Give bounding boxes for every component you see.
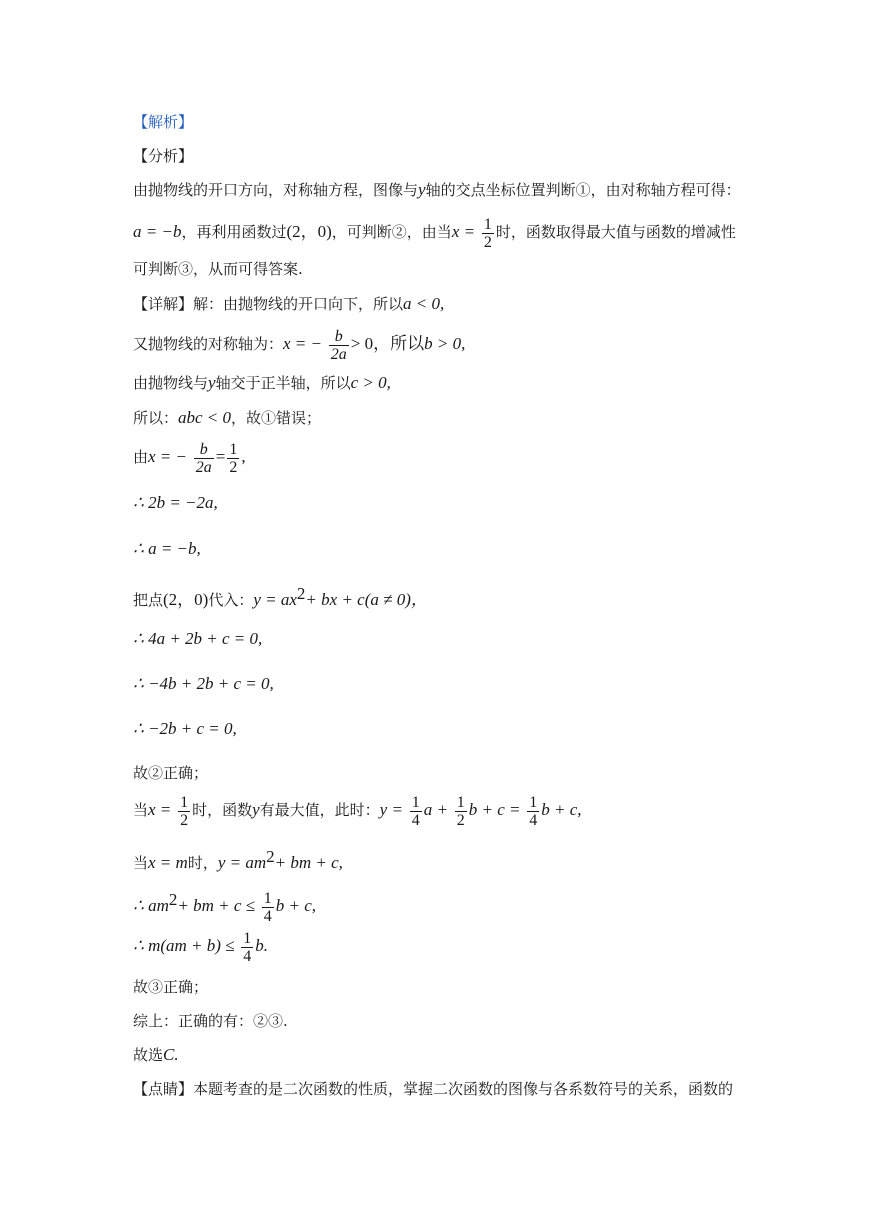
detail-line-19: 故选C. <box>133 1045 179 1064</box>
detail-line-18: 综上：正确的有：②③. <box>133 1012 288 1030</box>
detail-line-10: ∴ −4b + 2b + c = 0, <box>133 674 274 693</box>
detail-line-7: ∴ a = −b, <box>133 539 201 558</box>
detail-line-1: 【详解】解：由抛物线的开口向下，所以a < 0, <box>133 294 445 313</box>
detail-line-8: 把点(2，0)代入：$y = ax^2+$ bx + c(a ≠ 0)， <box>133 584 428 609</box>
detail-line-5: 由x = − $\frac{b}{2a}$ = $\frac{1}{2}$ , <box>133 440 246 476</box>
analysis-line-1: 由抛物线的开口方向，对称轴方程，图像与y轴的交点坐标位置判断①，由对称轴方程可得： <box>133 180 741 199</box>
fraction-one-quarter: $\frac{1}{4}$ <box>263 889 272 925</box>
detail-line-16: ∴ m(am + b) ≤ $\frac{1}{4}$ b. <box>133 929 269 965</box>
heading-jiexi: 【解析】 <box>133 113 194 131</box>
fraction-one-quarter: $\frac{1}{4}$ <box>411 793 420 829</box>
detail-line-13: 当x = $\frac{1}{2}$ 时，函数y有最大值，此时：y = $\frac{1}{4}$ a + $\frac{1}{2}$ b + c = $\frac{1}{4}$ b + c, <box>133 793 582 829</box>
heading-fenxi: 【分析】 <box>133 147 194 165</box>
analysis-line-2: a = −b，再利用函数过(2，0)，可判断②，由当x = $\frac{1}{2}$ 时，函数取得最大值与函数的增减性 <box>133 215 736 251</box>
analysis-line-3: 可判断③，从而可得答案. <box>133 260 303 278</box>
detail-line-6: ∴ 2b = −2a, <box>133 493 218 512</box>
fraction-b-over-2a: $\frac{b}{2a}$ <box>195 440 212 476</box>
detail-line-9: ∴ 4a + 2b + c = 0, <box>133 629 263 648</box>
detail-line-14: 当x = m时，$y = am^2+$ bm + c, <box>133 847 343 872</box>
detail-line-17: 故③正确； <box>133 978 209 996</box>
detail-line-15: ∴ $am^2+$ bm + c ≤ $\frac{1}{4}$ b + c, <box>133 889 317 925</box>
detail-line-4: 所以：abc < 0，故①错误； <box>133 408 322 427</box>
fraction-b-over-2a: $\frac{b}{2a}$ <box>330 327 347 363</box>
fraction-one-half: $\frac{1}{2}$ <box>483 215 492 251</box>
fraction-one-half: $\frac{1}{2}$ <box>229 440 238 476</box>
fraction-one-quarter: $\frac{1}{4}$ <box>529 793 538 829</box>
fraction-one-half: $\frac{1}{2}$ <box>456 793 465 829</box>
detail-line-2: 又抛物线的对称轴为：x = − $\frac{b}{2a}$ > 0，所以b > 0, <box>133 327 466 363</box>
detail-line-3: 由抛物线与y轴交于正半轴，所以c > 0, <box>133 373 391 392</box>
fraction-one-half: $\frac{1}{2}$ <box>180 793 189 829</box>
detail-line-20: 【点睛】本题考查的是二次函数的性质，掌握二次函数的图像与各系数符号的关系，函数的 <box>133 1080 734 1098</box>
fraction-one-quarter: $\frac{1}{4}$ <box>243 929 252 965</box>
detail-line-12: 故②正确； <box>133 764 209 782</box>
heading-xiangjie: 【详解】 <box>133 295 194 313</box>
heading-dianjing: 【点睛】 <box>133 1080 194 1098</box>
detail-line-11: ∴ −2b + c = 0, <box>133 719 237 738</box>
